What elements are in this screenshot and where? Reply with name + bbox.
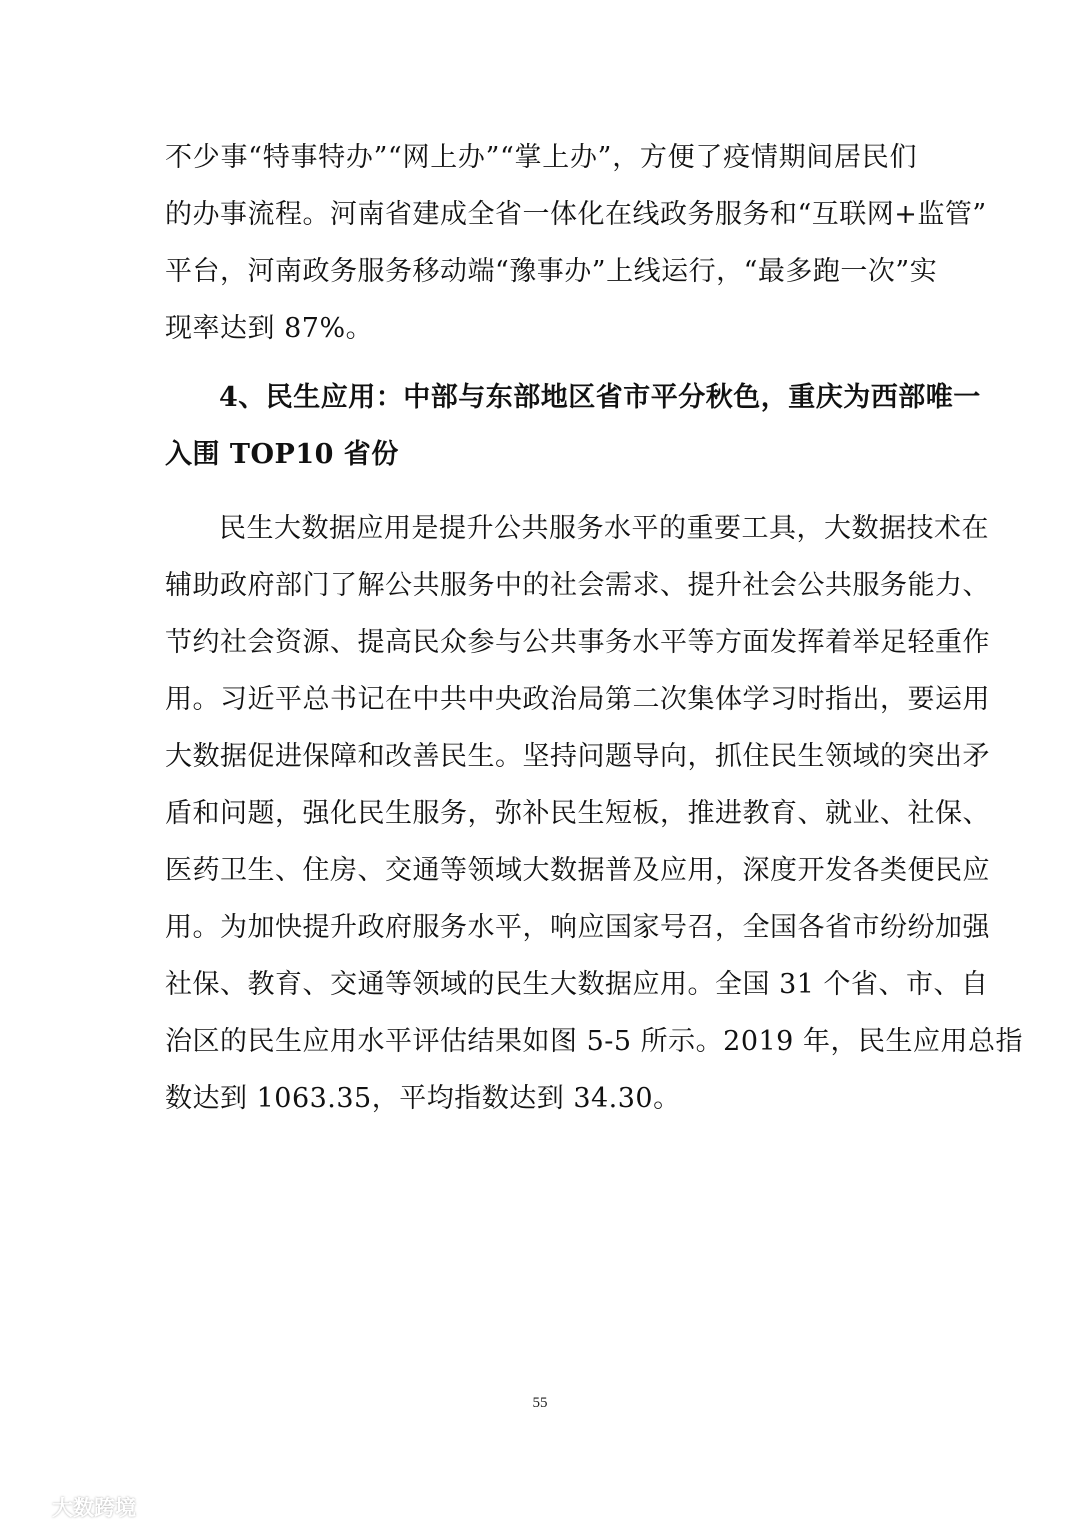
paragraph-2-line: 用。习近平总书记在中共中央政治局第二次集体学习时指出，要运用: [165, 684, 990, 715]
paragraph-2-line: 辅助政府部门了解公共服务中的社会需求、提升社会公共服务能力、: [165, 570, 990, 601]
watermark-text: 大数跨境: [52, 1496, 136, 1520]
section-heading-line: 入围 TOP10 省份: [165, 439, 399, 470]
paragraph-2: [165, 500, 1023, 1127]
paragraph-2-line: 盾和问题，强化民生服务，弥补民生短板，推进教育、就业、社保、: [165, 798, 990, 829]
paragraph-2-line: 用。为加快提升政府服务水平，响应国家号召，全国各省市纷纷加强: [165, 912, 990, 943]
paragraph-1-line: 不少事“特事特办”“网上办”“掌上办”，方便了疫情期间居民们: [165, 142, 917, 173]
paragraph-2-line: 社保、教育、交通等领域的民生大数据应用。全国 31 个省、市、自: [165, 969, 989, 1000]
weibo-logo-icon: [8, 1495, 48, 1519]
paragraph-2-line: 民生大数据应用是提升公共服务水平的重要工具，大数据技术在: [219, 513, 989, 544]
paragraph-1-line: 平台，河南政务服务移动端“豫事办”上线运行，“最多跑一次”实: [165, 256, 938, 287]
paragraph-1-line: 的办事流程。河南省建成全省一体化在线政务服务和“互联网+监管”: [165, 199, 987, 230]
paragraph-2-line: 医药卫生、住房、交通等领域大数据普及应用，深度开发各类便民应: [165, 855, 990, 886]
paragraph-1-line: 现率达到 87%。: [165, 313, 374, 344]
paragraph-2-line: 大数据促进保障和改善民生。坚持问题导向，抓住民生领域的突出矛: [165, 741, 990, 772]
section-heading: [165, 369, 981, 483]
paragraph-1: [165, 129, 987, 357]
paragraph-2-line: 治区的民生应用水平评估结果如图 5-5 所示。2019 年，民生应用总指: [165, 1026, 1023, 1057]
section-heading-line: 4、民生应用：中部与东部地区省市平分秋色，重庆为西部唯一: [219, 382, 981, 413]
page-number: 55: [532, 1395, 548, 1411]
watermark: [8, 1494, 136, 1520]
paragraph-2-line: 节约社会资源、提高民众参与公共事务水平等方面发挥着举足轻重作: [165, 627, 990, 658]
paragraph-2-line: 数达到 1063.35，平均指数达到 34.30。: [165, 1083, 681, 1114]
